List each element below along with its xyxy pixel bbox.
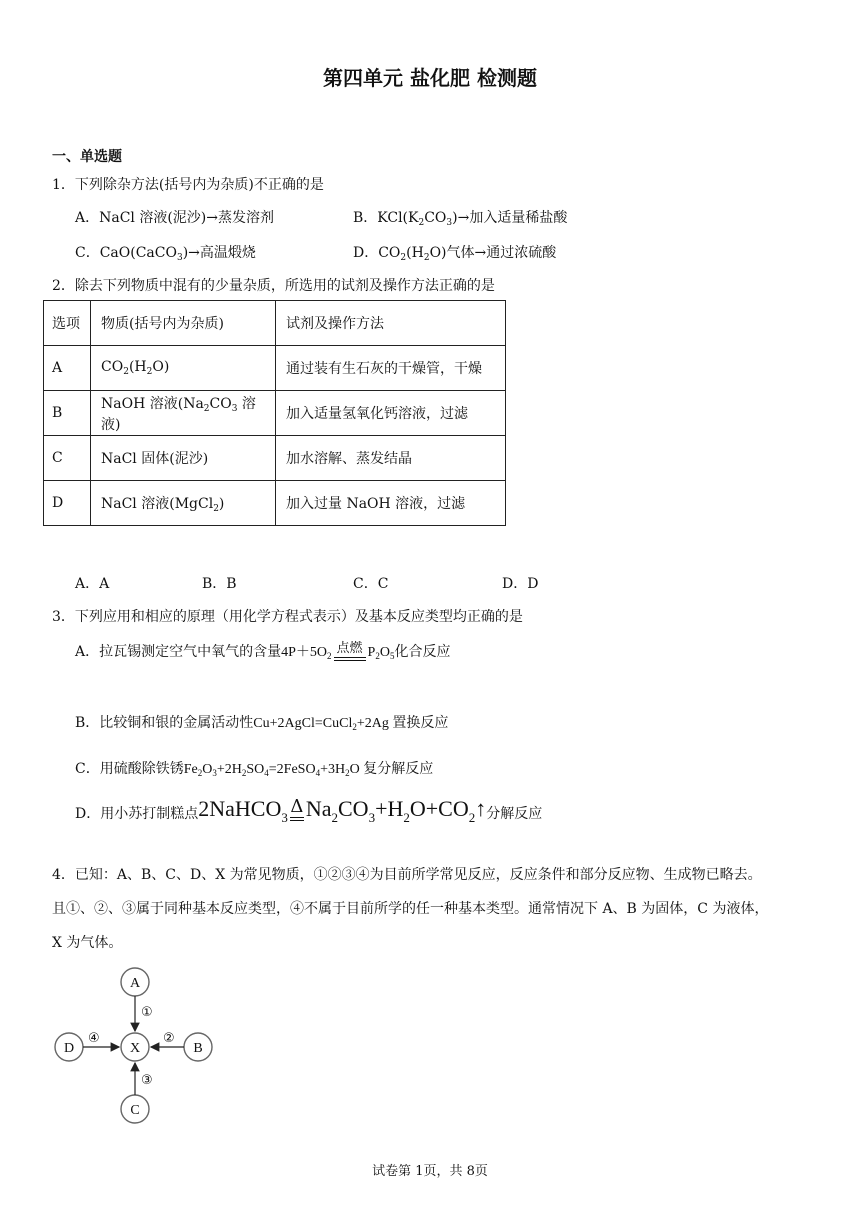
reaction-mark-4: ④: [88, 1031, 100, 1046]
table-header-cell: 选项: [44, 301, 91, 346]
question-2-answer-d: D．D: [502, 576, 539, 592]
table-cell: 加水溶解、蒸发结晶: [276, 436, 506, 481]
table-header-cell: 试剂及操作方法: [276, 301, 506, 346]
question-3-option-c: C．用硫酸除铁锈$Fe_2O_3+2H_2SO_4=2FeSO_4+3H_2O$ 复分解反应: [75, 761, 434, 778]
question-2-stem: 2．除去下列物质中混有的少量杂质，所选用的试剂及操作方法正确的是: [52, 278, 495, 294]
question-4-line-3: X 为气体。: [52, 935, 123, 951]
table-row: [44, 346, 506, 391]
table-cell: B: [44, 391, 91, 436]
table-header-cell: 物质(括号内为杂质): [91, 301, 276, 346]
node-d-label: D: [63, 1041, 75, 1056]
reaction-mark-2: ②: [163, 1031, 175, 1046]
table-row: [44, 436, 506, 481]
reaction-condition: Δ: [290, 798, 304, 821]
question-3-option-a: A．拉瓦锡测定空气中氧气的含量$4P+5O_2$ 点燃 $P_2O_5$化合反应: [75, 641, 451, 661]
question-1-stem: 1．下列除杂方法(括号内为杂质)不正确的是: [52, 177, 324, 193]
table-cell: NaCl 溶液(MgCl$_2$): [91, 481, 276, 526]
question-1-option-b: B．$KCl(K_2CO_3)\to$加入适量稀盐酸: [353, 210, 568, 228]
question-3-option-b: B．比较铜和银的金属活动性Cu+2AgCl=CuCl$_2$+2Ag 置换反应: [75, 715, 449, 732]
table-cell: 通过装有生石灰的干燥管，干燥: [276, 346, 506, 391]
table-row: [44, 481, 506, 526]
question-1-option-a: A．NaCl 溶液(泥沙)→蒸发溶剂: [75, 210, 275, 226]
table-row: [44, 391, 506, 436]
table-cell: A: [44, 346, 91, 391]
node-a-label: A: [129, 976, 141, 991]
question-1-option-d: D．$CO_2(H_2O)$气体→通过浓硫酸: [353, 245, 557, 263]
question-2-table: [43, 300, 506, 526]
question-4-line-1: 4．已知：A、B、C、D、X 为常见物质，①②③④为目前所学常见反应，反应条件和部分反应物、生成物已略去。: [52, 867, 762, 883]
question-2-answer-b: B．B: [202, 576, 237, 592]
reaction-mark-1: ①: [141, 1005, 153, 1020]
table-cell: 加入适量氢氧化钙溶液，过滤: [276, 391, 506, 436]
table-cell: NaOH 溶液($Na_2CO_3$ 溶液): [91, 391, 276, 436]
table-cell: 加入过量 NaOH 溶液，过滤: [276, 481, 506, 526]
question-1-option-c: C．CaO(CaCO$_3$)→高温煅烧: [75, 245, 256, 263]
node-b-label: B: [193, 1041, 203, 1056]
table-cell: C: [44, 436, 91, 481]
page-title: 第四单元 盐化肥 检测题: [323, 66, 537, 90]
table-cell: $CO_2(H_2O)$: [91, 346, 276, 391]
table-cell: NaCl 固体(泥沙): [91, 436, 276, 481]
table-header-row: [44, 301, 506, 346]
question-2-answer-c: C．C: [353, 576, 389, 592]
question-4-line-2: 且①、②、③属于同种基本反应类型，④不属于目前所学的任一种基本类型。通常情况下 A、B 为固体，C 为液体，: [52, 901, 769, 917]
reaction-diagram: [45, 960, 225, 1130]
node-x-label: X: [129, 1041, 141, 1056]
reaction-mark-3: ③: [141, 1073, 153, 1088]
page-footer: 试卷第 1页，共 8页: [372, 1164, 488, 1179]
question-2-answer-a: A．A: [75, 576, 110, 592]
node-c-label: C: [130, 1103, 140, 1118]
table-cell: D: [44, 481, 91, 526]
reaction-condition: 点燃: [334, 642, 366, 661]
question-3-option-d: D．用小苏打制糕点2NaHCO$_3$ Δ $Na_2CO_3+H_2O+CO_2↑$分解反应: [75, 796, 543, 825]
question-3-stem: 3．下列应用和相应的原理（用化学方程式表示）及基本反应类型均正确的是: [52, 609, 523, 625]
section-heading: 一、单选题: [52, 149, 122, 165]
